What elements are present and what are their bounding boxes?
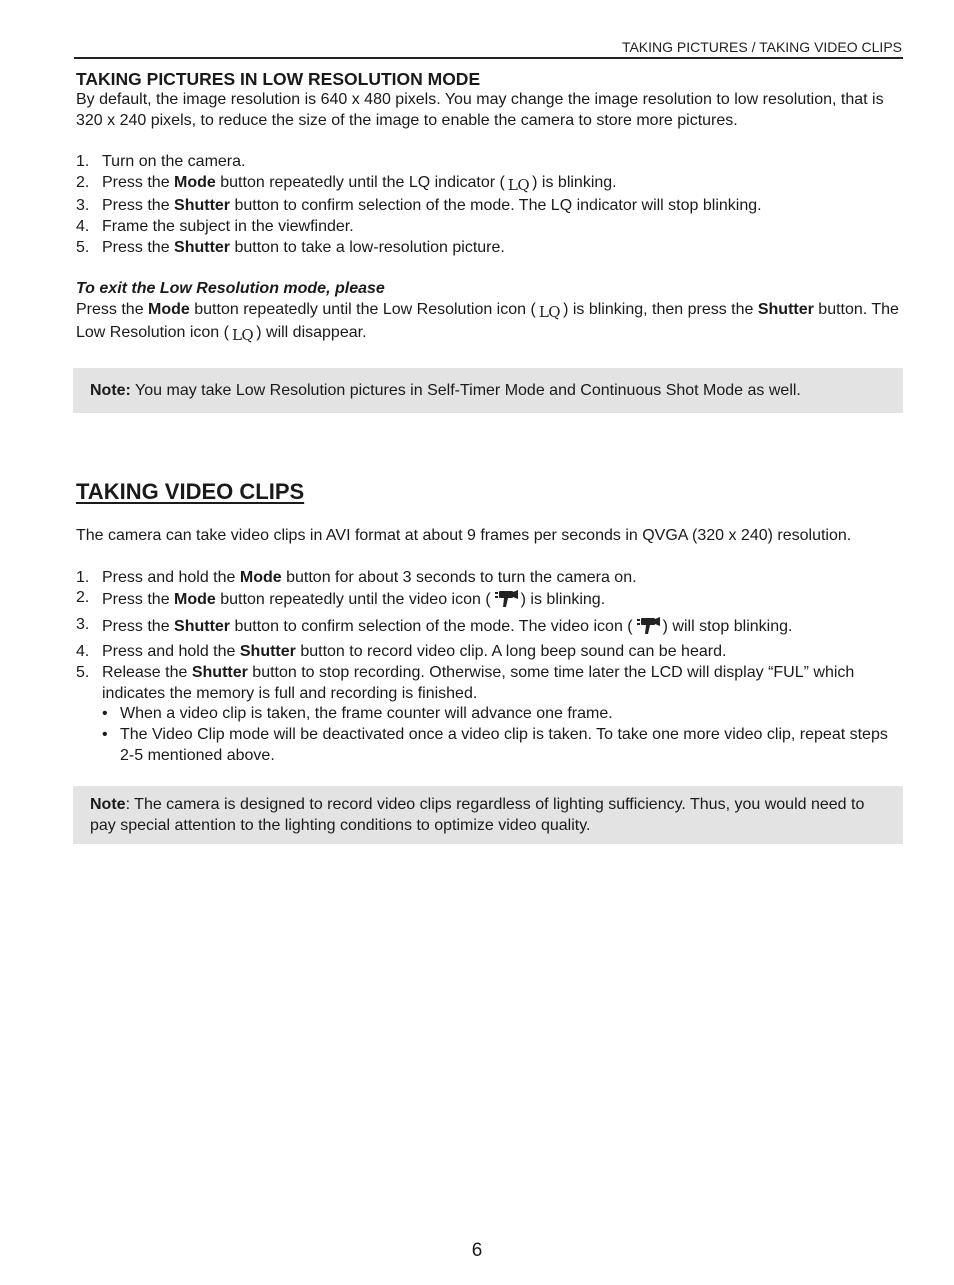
lq-icon: LQ — [538, 302, 561, 321]
video-bullets — [102, 704, 904, 766]
video-camera-icon — [491, 588, 521, 615]
low-res-steps — [76, 152, 904, 258]
low-res-step-4: 4. Frame the subject in the viewfinder. — [76, 217, 354, 235]
video-step-1: 1. Press and hold the Mode button for about 3 seconds to turn the camera on. — [76, 568, 637, 586]
video-steps — [76, 568, 904, 767]
low-res-heading: TAKING PICTURES IN LOW RESOLUTION MODE — [76, 69, 481, 89]
video-bullet-2: • The Video Clip mode will be deactivated once a video clip is taken. To take one more video clip, repeat steps 2-5 mentioned above. — [102, 726, 888, 764]
low-res-step-5: 5. Press the Shutter button to take a low-resolution picture. — [76, 238, 505, 256]
video-bullet-1: • When a video clip is taken, the frame counter will advance one frame. — [102, 705, 613, 723]
exit-heading: To exit the Low Resolution mode, please — [76, 280, 385, 298]
lq-icon: LQ — [507, 176, 530, 195]
header-rule — [74, 57, 903, 59]
video-step-5: 5. Release the Shutter button to stop recording. Otherwise, some time later the LCD will display “FUL” which indicates the memory is full and recording is finished. • When a video clip is taken, the frame counter will advance one frame. • The Video Clip mode will be deactivated once a video clip is taken. To take one more video clip, repeat steps 2-5 mentioned above. — [76, 663, 904, 767]
video-section — [76, 526, 904, 767]
video-note: Note: The camera is designed to record video clips regardless of lighting sufficiency. Thus, you would need to pay special attention to the lighting conditions to optimize video quality. — [73, 786, 903, 844]
video-step-3: 3. Press the Shutter button to confirm selection of the mode. The video icon ( ) will stop blinking. — [76, 615, 904, 642]
video-camera-icon — [633, 615, 663, 642]
video-heading: TAKING VIDEO CLIPS — [76, 479, 305, 504]
video-step-2: 2. Press the Mode button repeatedly until the video icon ( ) is blinking. — [76, 588, 904, 615]
lq-icon: LQ — [231, 325, 254, 344]
video-step-4: 4. Press and hold the Shutter button to record video clip. A long beep sound can be heard. — [76, 642, 727, 660]
low-res-step-3: 3. Press the Shutter button to confirm selection of the mode. The LQ indicator will stop blinking. — [76, 196, 762, 214]
low-res-step-1: 1. Turn on the camera. — [76, 153, 246, 171]
low-res-section — [76, 68, 904, 346]
running-head: TAKING PICTURES / TAKING VIDEO CLIPS — [621, 39, 902, 55]
low-res-step-2: 2. Press the Mode button repeatedly until the LQ indicator ( LQ ) is blinking. — [76, 174, 617, 195]
page-number: 6 — [471, 1240, 483, 1261]
video-intro: The camera can take video clips in AVI format at about 9 frames per seconds in QVGA (320 x 240) resolution. — [76, 527, 852, 544]
low-res-note: Note: You may take Low Resolution pictures in Self-Timer Mode and Continuous Shot Mode as well. — [73, 368, 903, 413]
low-res-intro: By default, the image resolution is 640 x 480 pixels. You may change the image resolution to low resolution, that is 320 x 240 pixels, to reduce the size of the image to enable the camera to store more pictures. — [76, 91, 884, 129]
exit-paragraph: Press the Mode button repeatedly until the Low Resolution icon ( LQ ) is blinking, then press the Shutter button. The Low Resolution icon ( LQ ) will disappear. — [76, 300, 899, 344]
